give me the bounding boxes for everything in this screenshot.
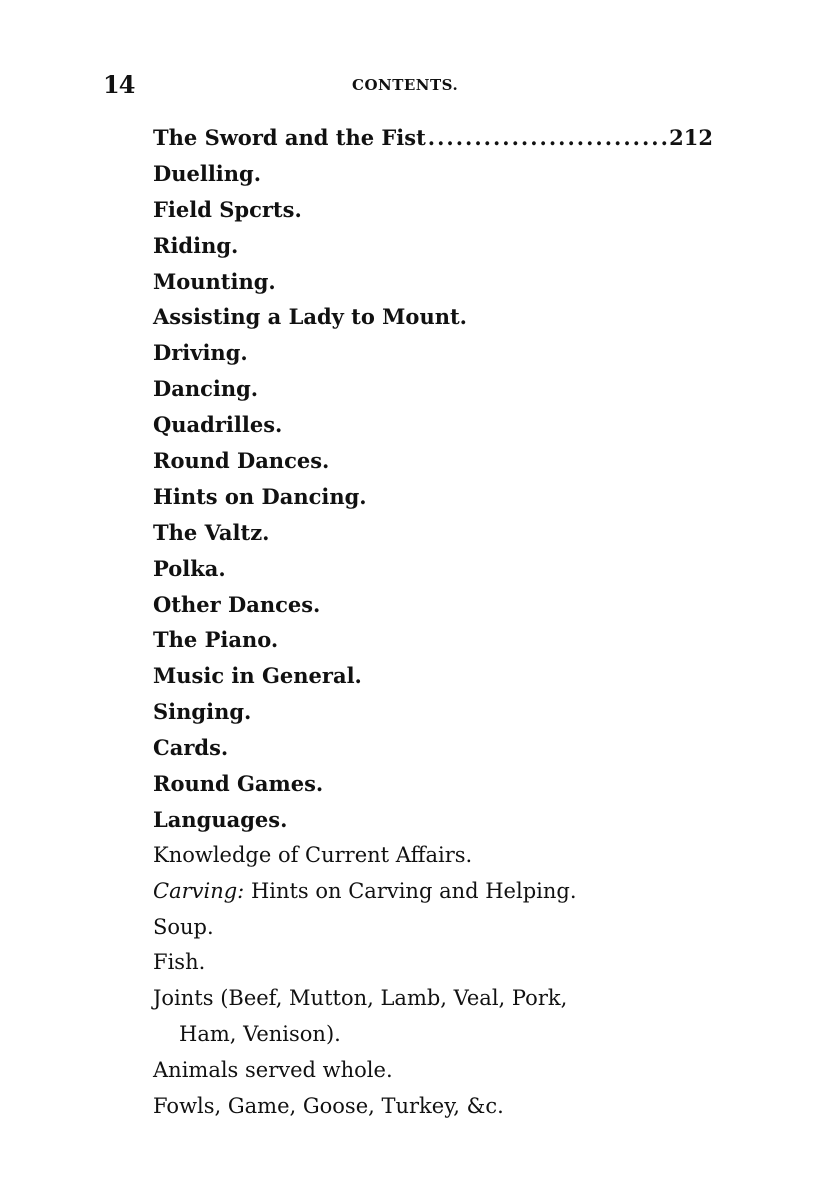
table-of-contents — [153, 120, 713, 1125]
section-heading — [153, 120, 713, 156]
toc-entry: Polka. — [153, 555, 226, 581]
section-page-number: 212 — [669, 125, 713, 150]
toc-entry: Languages. — [153, 806, 288, 832]
page-number: 14 — [103, 70, 135, 99]
toc-entry: Cards. — [153, 735, 229, 761]
toc-entry: The Valtz. — [153, 519, 270, 545]
carving-label: Carving: — [153, 878, 245, 903]
toc-entry: Riding. — [153, 232, 239, 258]
toc-entry: Dancing. — [153, 376, 259, 402]
toc-entry-joints-line1: Joints (Beef, Mutton, Lamb, Veal, Pork, — [153, 986, 568, 1011]
toc-entry: Round Games. — [153, 771, 324, 797]
carving-text: Hints on Carving and Helping. — [250, 878, 577, 903]
toc-entry: Mounting. — [153, 268, 276, 294]
toc-entry: Fish. — [153, 950, 206, 975]
toc-entry: Fowls, Game, Goose, Turkey, &c. — [153, 1094, 504, 1119]
toc-entry: Assisting a Lady to Mount. — [153, 304, 467, 330]
toc-entry: The Piano. — [153, 627, 279, 653]
toc-entry: Field Spcrts. — [153, 196, 302, 222]
toc-entry: Soup. — [153, 914, 214, 939]
toc-entry: Round Dances. — [153, 448, 330, 474]
toc-entry: Knowledge of Current Affairs. — [153, 842, 473, 867]
toc-entry: Driving. — [153, 340, 248, 366]
toc-entry: Animals served whole. — [153, 1058, 393, 1083]
toc-entry: Singing. — [153, 699, 252, 725]
toc-entry: Hints on Dancing. — [153, 483, 367, 509]
toc-entry: Quadrilles. — [153, 412, 283, 438]
dot-leader — [426, 120, 669, 156]
toc-entry: Music in General. — [153, 663, 362, 689]
section-title: The Sword and the Fist — [153, 125, 426, 150]
toc-entry-joints-line2: Ham, Venison). — [179, 1022, 341, 1047]
running-head: CONTENTS. — [352, 76, 459, 94]
toc-entry-carving — [153, 874, 713, 910]
toc-entry: Other Dances. — [153, 591, 321, 617]
toc-entry: Duelling. — [153, 160, 262, 186]
